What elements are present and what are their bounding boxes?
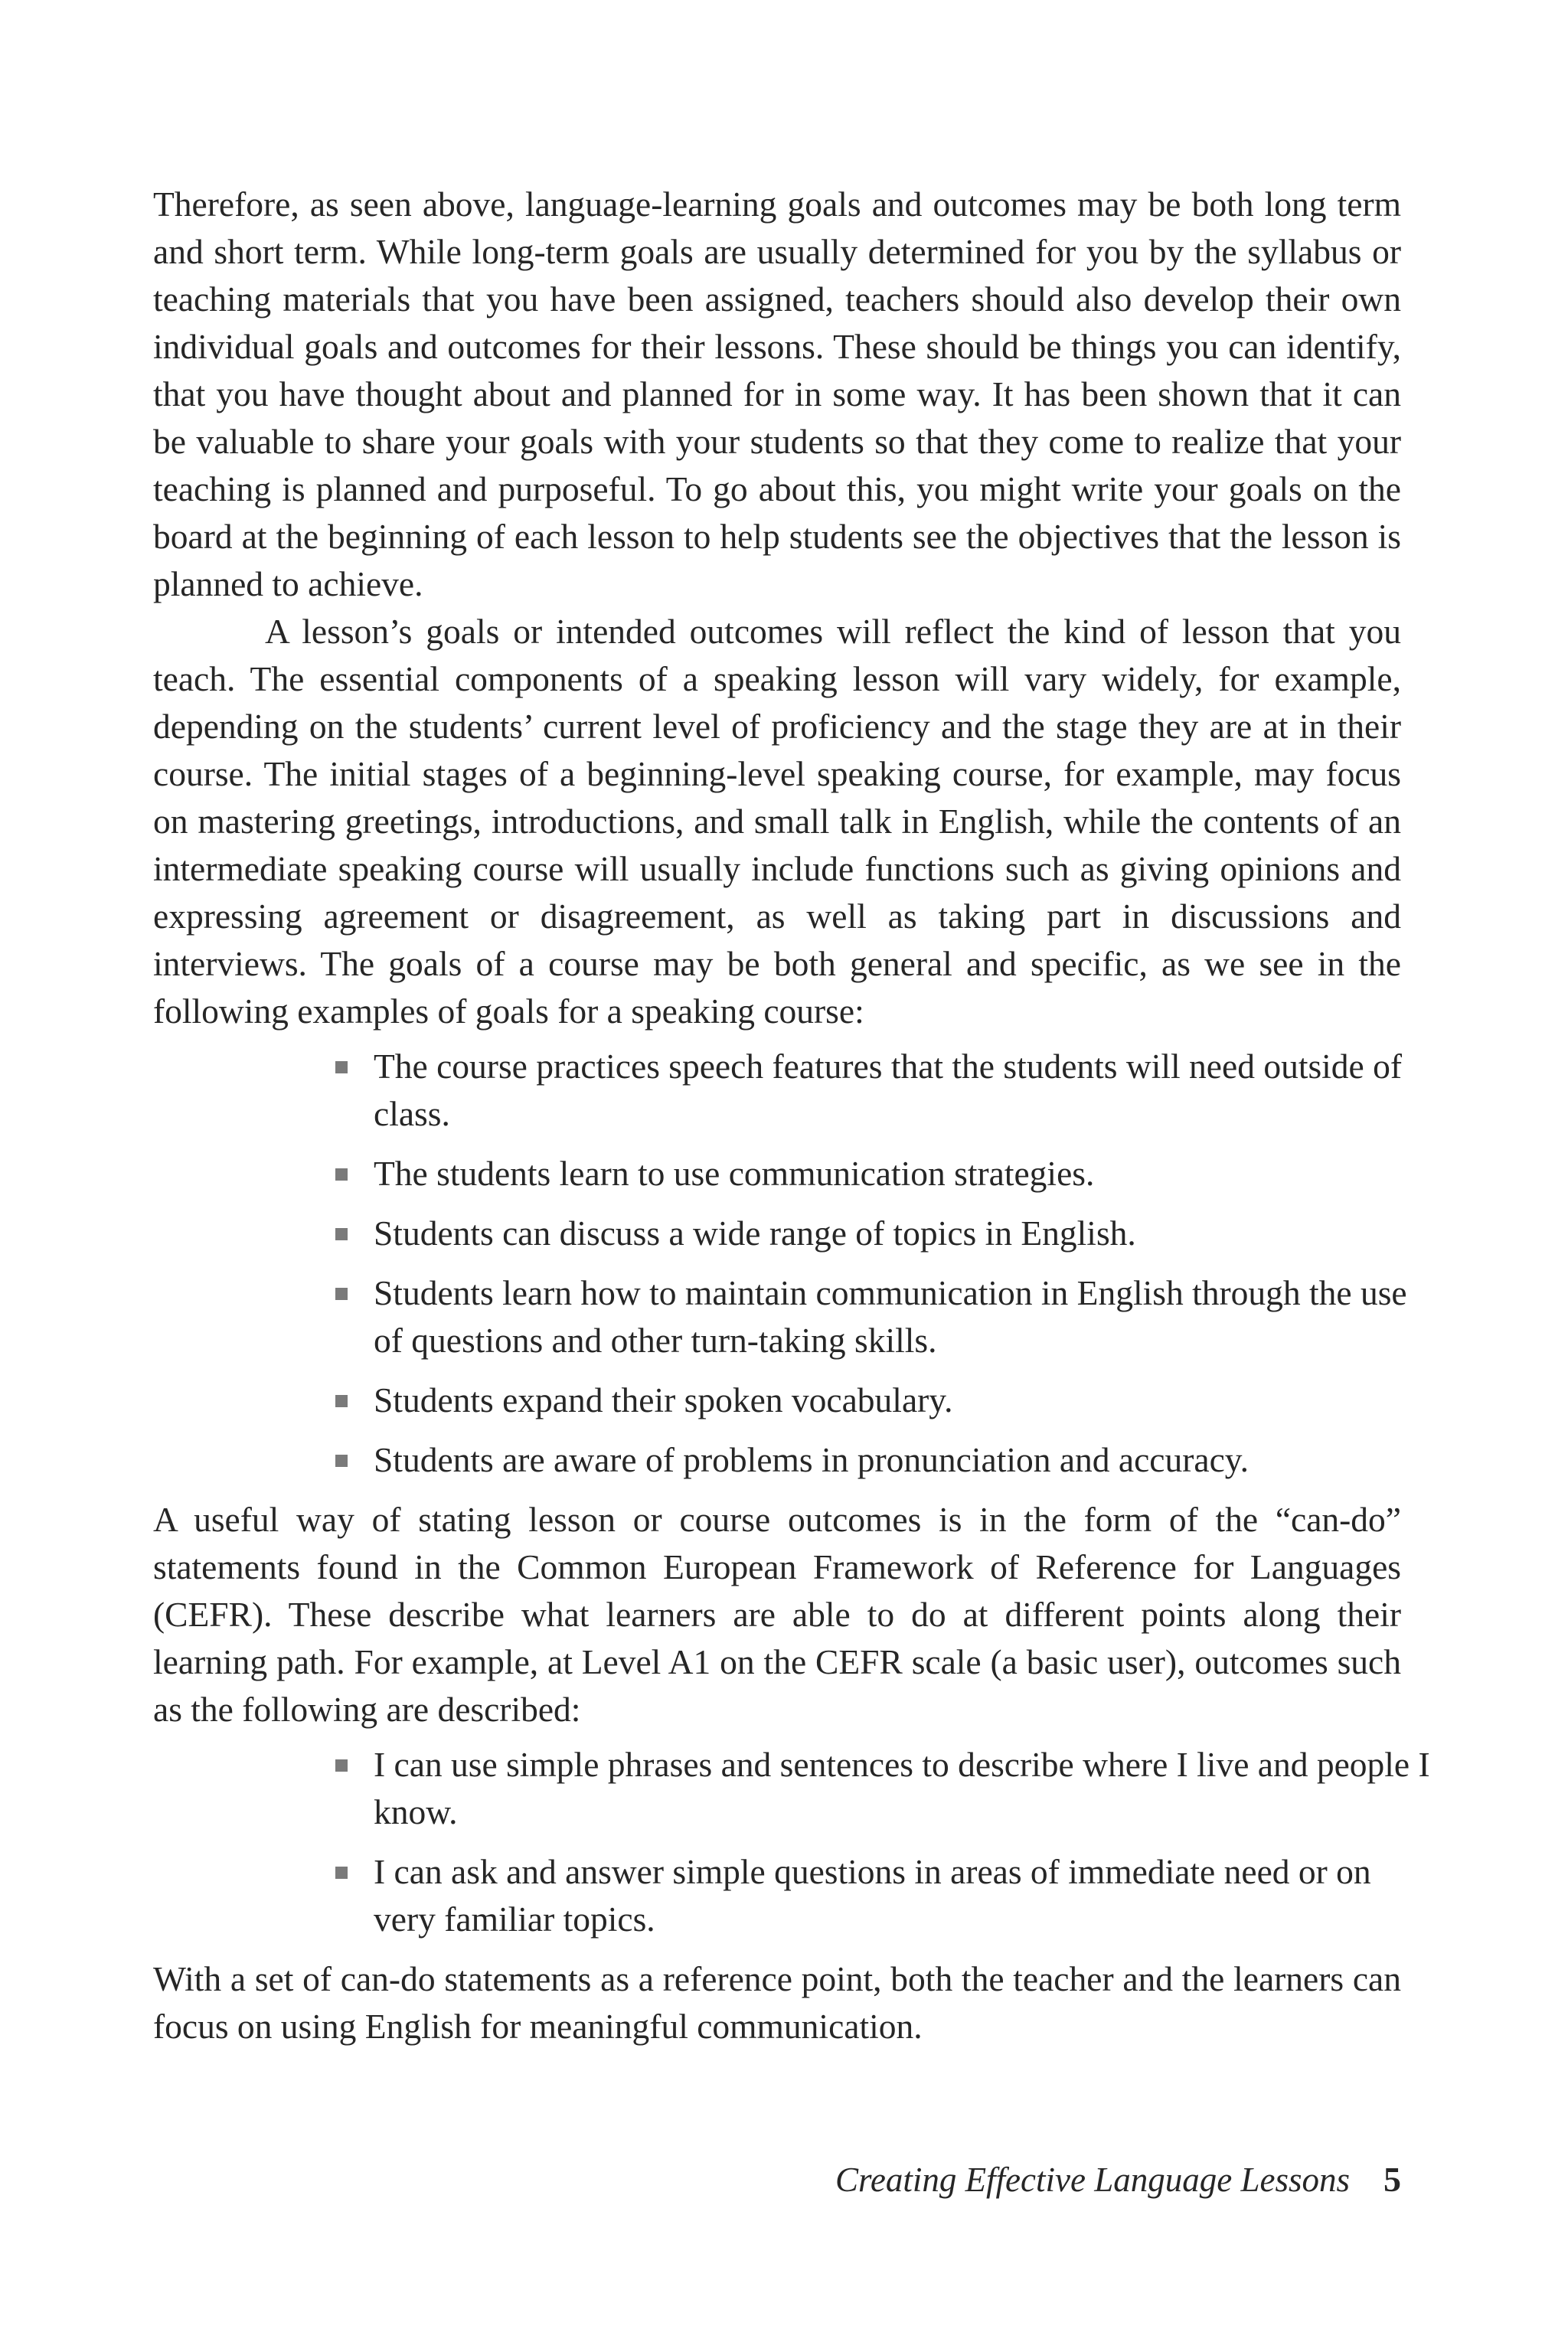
- list-item: The students learn to use communication strategies.: [334, 1150, 1430, 1197]
- page-body: [153, 181, 1430, 2050]
- square-bullet-icon: [335, 1061, 348, 1073]
- square-bullet-icon: [335, 1288, 348, 1300]
- page-number: 5: [1383, 2160, 1401, 2199]
- list-item: Students learn how to maintain communication in English through the use of questions and other turn-taking skills.: [334, 1269, 1430, 1364]
- list-item: Students can discuss a wide range of topics in English.: [334, 1210, 1430, 1257]
- square-bullet-icon: [335, 1168, 348, 1181]
- list-item: Students expand their spoken vocabulary.: [334, 1377, 1430, 1424]
- list-item: Students are aware of problems in pronunciation and accuracy.: [334, 1436, 1430, 1484]
- page-footer: [835, 2159, 1401, 2200]
- square-bullet-icon: [335, 1867, 348, 1879]
- list-item: I can ask and answer simple questions in areas of immediate need or on very familiar topics.: [334, 1848, 1430, 1943]
- list-item: The course practices speech features that the students will need outside of class.: [334, 1043, 1430, 1138]
- square-bullet-icon: [335, 1395, 348, 1407]
- speaking-goals-list: [153, 1043, 1407, 1484]
- square-bullet-icon: [335, 1455, 348, 1467]
- can-do-list: [153, 1741, 1430, 1943]
- square-bullet-icon: [335, 1759, 348, 1772]
- paragraph-goals-outcomes: Therefore, as seen above, language-learning goals and outcomes may be both long term and short term. While long-term goals are usually determined for you by the syllabus or teaching materials that you have been assigned, teachers should also develop their own individual goals and outcomes for their lessons. These should be things you can identify, that you have thought about and planned for in some way. It has been shown that it can be valuable to share your goals with your students so that they come to realize that your teaching is planned and purposeful. To go about this, you might write your goals on the board at the beginning of each lesson to help students see the objectives that the lesson is planned to achieve.: [153, 185, 1401, 603]
- list-item: I can use simple phrases and sentences to describe where I live and people I know.: [334, 1741, 1430, 1836]
- running-title: Creating Effective Language Lessons: [835, 2161, 1350, 2199]
- paragraph-lesson-goals: A lesson’s goals or intended outcomes will reflect the kind of lesson that you teach. The essential components of a speaking lesson will vary widely, for example, depending on the students’ current level of proficiency and the stage they are at in their course. The initial stages of a beginning-level speaking course, for example, may focus on mastering greetings, introductions, and small talk in English, while the contents of an intermediate speaking course will usually include functions such as giving opinions and expressing agreement or disagreement, as well as taking part in discussions and interviews. The goals of a course may be both general and specific, as we see in the following examples of goals for a speaking course:: [153, 612, 1401, 1031]
- square-bullet-icon: [335, 1228, 348, 1240]
- paragraph-conclusion: With a set of can-do statements as a reference point, both the teacher and the learners can focus on using English for meaningful communication.: [153, 1959, 1401, 2046]
- paragraph-can-do: A useful way of stating lesson or course outcomes is in the form of the “can-do” statements found in the Common European Framework of Reference for Languages (CEFR). These describe what learners are able to do at different points along their learning path. For example, at Level A1 on the CEFR scale (a basic user), outcomes such as the following are described:: [153, 1500, 1401, 1729]
